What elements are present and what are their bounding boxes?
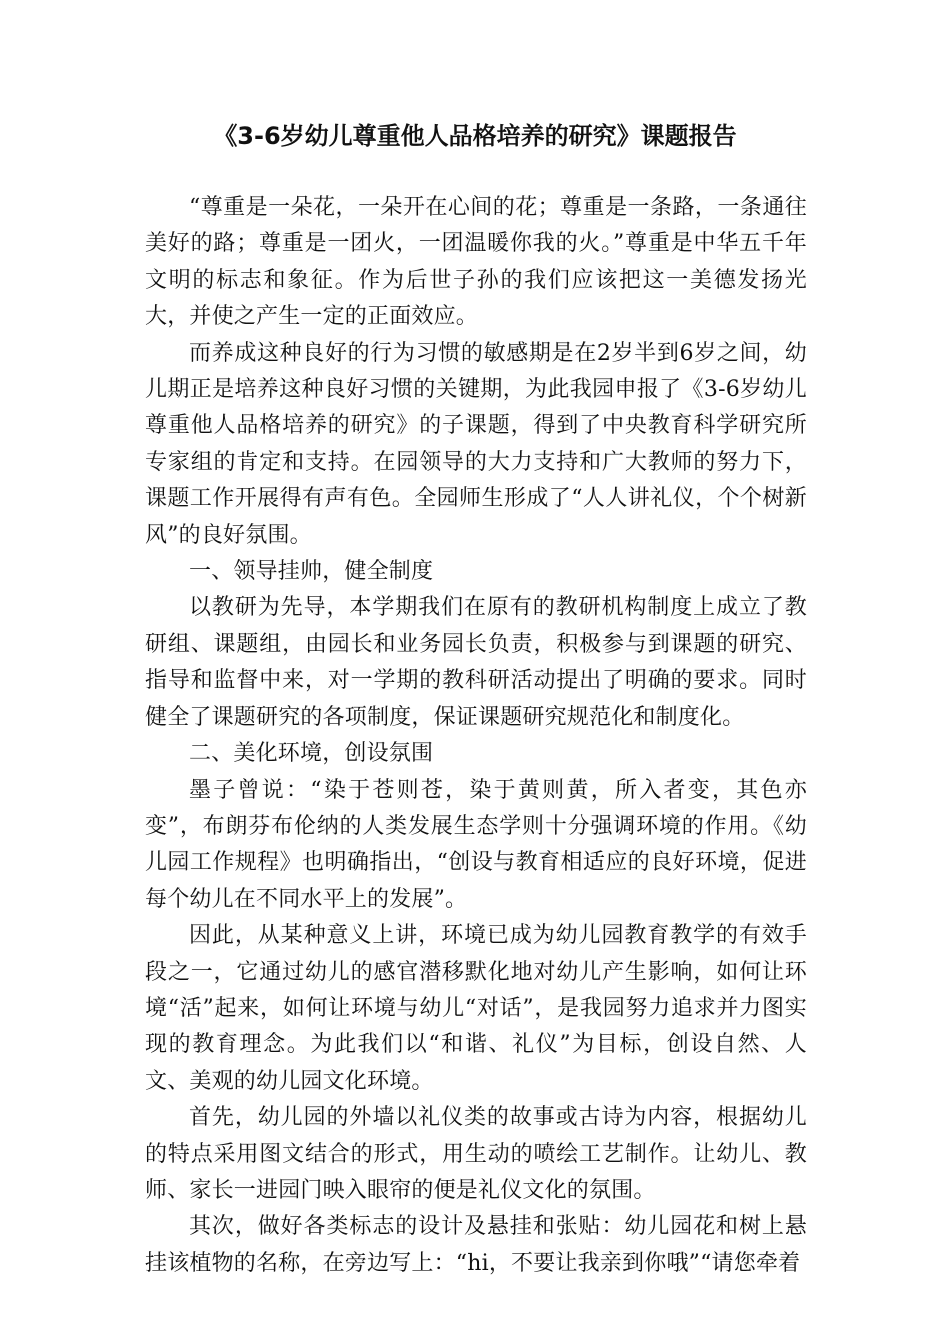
- section-heading-1: 一、领导挂帅，健全制度: [189, 559, 434, 585]
- paragraph-intro: “尊重是一朵花，一朵开在心间的花；尊重是一条路，一条通往美好的路；尊重是一团火，一团温暖你我的火。”尊重是中华五千年文明的标志和象征。作为后世子孙的我们应该把这一美德发扬光大，并使之产生一定的正面效应。: [145, 195, 807, 330]
- paragraph-second: 其次，做好各类标志的设计及悬挂和张贴：幼儿园花和树上悬挂该植物的名称，在旁边写上：“hi，不要让我亲到你哦”“请您牵着: [145, 1214, 807, 1276]
- paragraph-section-1: 以教研为先导，本学期我们在原有的教研机构制度上成立了教研组、课题组，由园长和业务园长负责，积极参与到课题的研究、指导和监督中来，对一学期的教科研活动提出了明确的要求。同时健全了课题研究的各项制度，保证课题研究规范化和制度化。: [145, 595, 807, 730]
- paragraph-background: 而养成这种良好的行为习惯的敏感期是在2岁半到6岁之间，幼儿期正是培养这种良好习惯的关键期，为此我园申报了《3-6岁幼儿尊重他人品格培养的研究》的子课题，得到了中央教育科学研究所专家组的肯定和支持。在园领导的大力支持和广大教师的努力下，课题工作开展得有声有色。全园师生形成了“人人讲礼仪，个个树新风”的良好氛围。: [145, 340, 807, 548]
- paragraph-mozi-quote: 墨子曾说：“染于苍则苍，染于黄则黄，所入者变，其色亦变”，布朗芬布伦纳的人类发展生态学则十分强调环境的作用。《幼儿园工作规程》也明确指出，“创设与教育相适应的良好环境，促进每个幼儿在不同水平上的发展”。: [145, 777, 807, 912]
- paragraph-first: 首先，幼儿园的外墙以礼仪类的故事或古诗为内容，根据幼儿的特点采用图文结合的形式，用生动的喷绘工艺制作。让幼儿、教师、家长一进园门映入眼帘的便是礼仪文化的氛围。: [145, 1105, 807, 1203]
- document-title: 《3-6岁幼儿尊重他人品格培养的研究》课题报告: [213, 122, 737, 150]
- paragraph-environment: 因此，从某种意义上讲，环境已成为幼儿园教育教学的有效手段之一，它通过幼儿的感官潜移默化地对幼儿产生影响，如何让环境“活”起来，如何让环境与幼儿“对话”，是我园努力追求并力图实现的教育理念。为此我们以“和谐、礼仪”为目标，创设自然、人文、美观的幼儿园文化环境。: [145, 923, 807, 1094]
- document-body: [145, 190, 807, 1282]
- section-heading-2: 二、美化环境，创设氛围: [189, 741, 434, 767]
